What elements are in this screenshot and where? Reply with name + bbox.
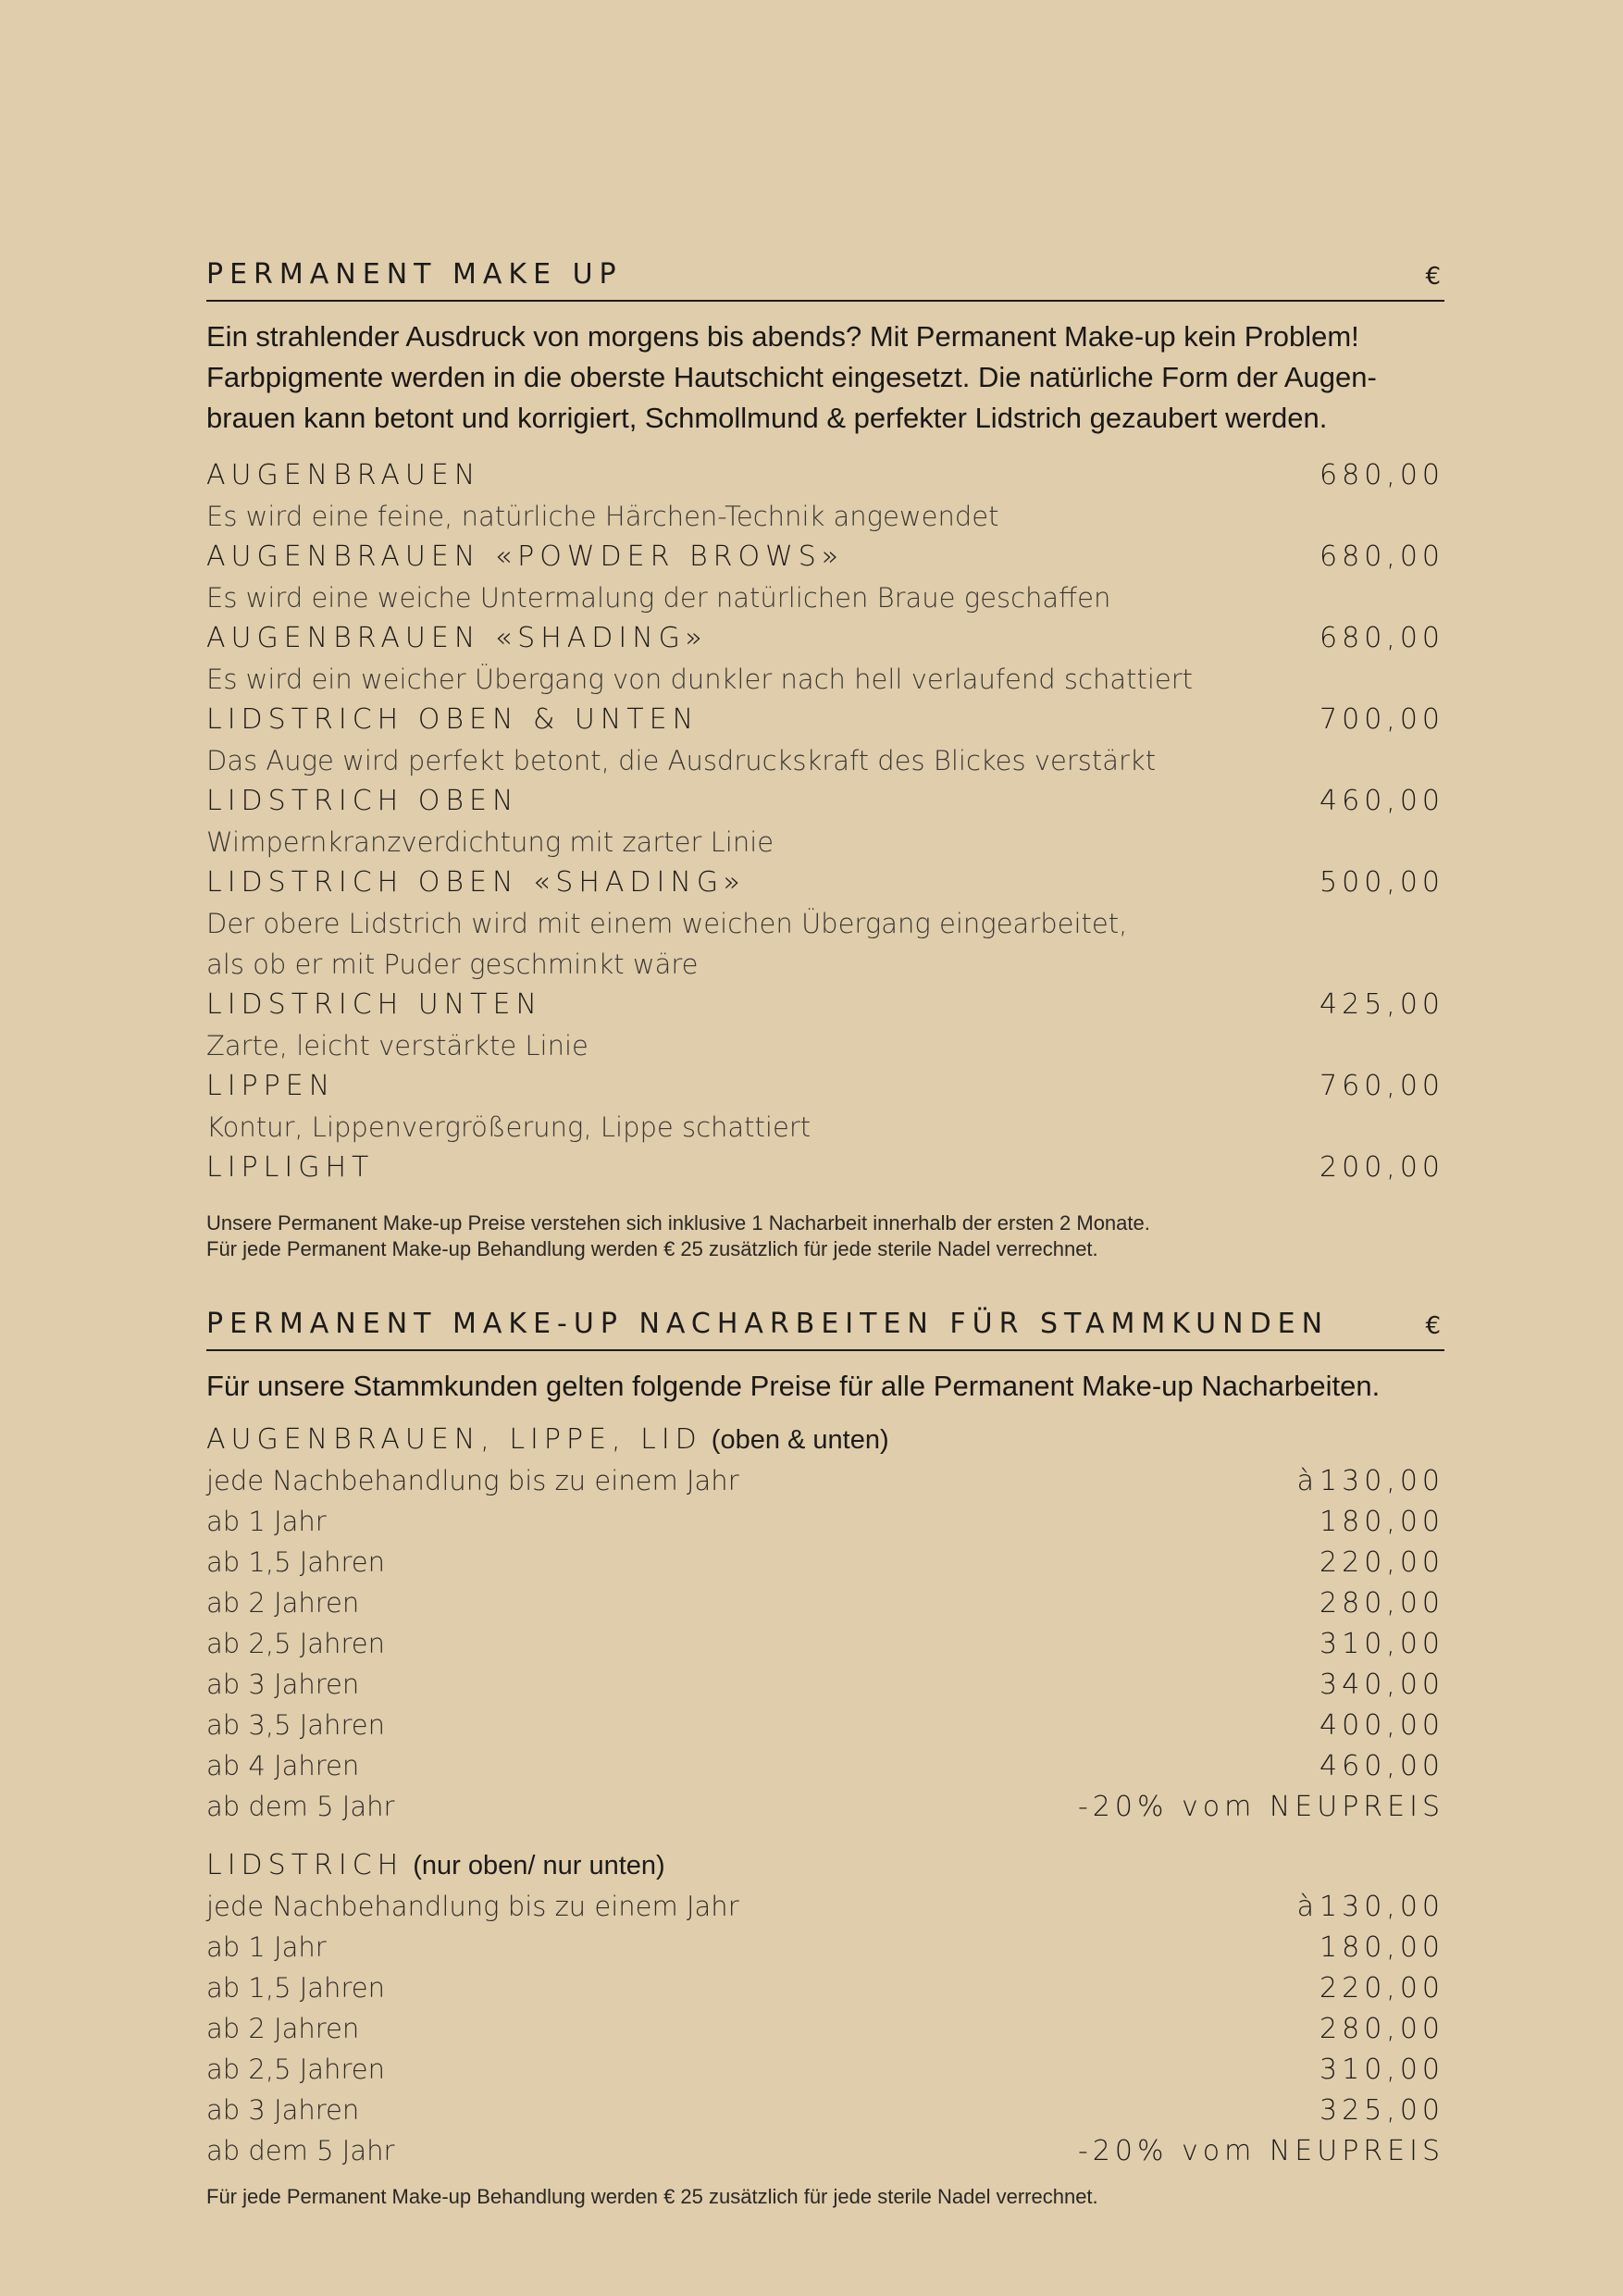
service-price: 760,00 xyxy=(1319,1070,1444,1102)
row-price: 460,00 xyxy=(1319,1750,1444,1782)
service-list xyxy=(206,455,1444,1188)
price-row xyxy=(206,1927,1444,1967)
service-price: 680,00 xyxy=(1319,540,1444,573)
group-note: (nur oben/ nur unten) xyxy=(413,1851,665,1880)
price-row xyxy=(206,1582,1444,1623)
service-name: LIDSTRICH UNTEN xyxy=(206,988,542,1021)
service-price: 200,00 xyxy=(1319,1151,1444,1184)
footnotes xyxy=(206,1210,1444,1262)
service-name: LIDSTRICH OBEN «SHADING» xyxy=(206,866,746,899)
currency-label: € xyxy=(1425,1312,1441,1340)
price-row xyxy=(206,1542,1444,1582)
currency-label: € xyxy=(1425,263,1441,291)
footnote-inclusive: Unsere Permanent Make-up Preise verstehen sich inklusive 1 Nacharbeit innerhalb der ersten 2 Monate. xyxy=(206,1211,1150,1235)
service-row xyxy=(206,455,1444,496)
price-value: 130,00 xyxy=(1319,1891,1444,1923)
price-row xyxy=(206,2090,1444,2130)
row-label: ab 1,5 Jahren xyxy=(206,1972,385,2004)
row-label: jede Nachbehandlung bis zu einem Jahr xyxy=(206,1465,739,1496)
service-description: Es wird eine feine, natürliche Härchen-Technik angewendet xyxy=(206,501,999,532)
row-label: ab 3 Jahren xyxy=(206,1669,360,1700)
price-row xyxy=(206,1501,1444,1542)
service-price: 425,00 xyxy=(1319,988,1444,1021)
service-description-continued: als ob er mit Puder geschminkt wäre xyxy=(206,949,699,980)
row-price: 180,00 xyxy=(1319,1506,1444,1538)
section-intro: Für unsere Stammkunden gelten folgende Preise für alle Permanent Make-up Nacharbeiten. xyxy=(206,1370,1381,1402)
row-price xyxy=(1297,1461,1444,1502)
group-lidstrich xyxy=(206,1845,1444,2171)
row-label: ab 2 Jahren xyxy=(206,1587,360,1619)
row-price: 340,00 xyxy=(1319,1669,1444,1701)
price-row xyxy=(206,2008,1444,2049)
group-header xyxy=(206,1420,1444,1460)
row-label: ab 3,5 Jahren xyxy=(206,1709,385,1741)
row-label: ab 1 Jahr xyxy=(206,1506,327,1537)
service-row xyxy=(206,618,1444,659)
price-row xyxy=(206,2049,1444,2090)
service-price: 500,00 xyxy=(1319,866,1444,899)
service-description: Es wird eine weiche Untermalung der natürlichen Braue geschaffen xyxy=(206,582,1111,614)
service-name: AUGENBRAUEN «POWDER BROWS» xyxy=(206,540,845,573)
row-label: ab 1,5 Jahren xyxy=(206,1546,385,1578)
service-description: Das Auge wird perfekt betont, die Ausdruckskraft des Blickes verstärkt xyxy=(206,745,1157,776)
row-price: 325,00 xyxy=(1319,2094,1444,2127)
row-label: ab 4 Jahren xyxy=(206,1750,360,1781)
service-price: 680,00 xyxy=(1319,622,1444,654)
row-price: 310,00 xyxy=(1319,1628,1444,1660)
service-price: 460,00 xyxy=(1319,785,1444,817)
row-price xyxy=(1297,1887,1444,1928)
row-label: ab 2,5 Jahren xyxy=(206,1628,385,1659)
row-price: 180,00 xyxy=(1319,1931,1444,1964)
service-description: Es wird ein weicher Übergang von dunkler nach hell verlaufend schattiert xyxy=(206,664,1194,695)
service-row xyxy=(206,985,1444,1025)
row-label: ab 2,5 Jahren xyxy=(206,2054,385,2085)
service-row xyxy=(206,781,1444,822)
price-prefix: à xyxy=(1296,1465,1315,1497)
section-title: PERMANENT MAKE-UP NACHARBEITEN FÜR STAMMKUNDEN xyxy=(206,1308,1330,1340)
price-row xyxy=(206,2130,1444,2171)
section-header-permanent-make-up xyxy=(206,258,1444,302)
group-header xyxy=(206,1845,1444,1886)
group-augenbrauen-lippe-lid xyxy=(206,1420,1444,1827)
row-label: jede Nachbehandlung bis zu einem Jahr xyxy=(206,1891,739,1922)
footnote-needle: Für jede Permanent Make-up Behandlung werden € 25 zusätzlich für jede sterile Nadel verrechnet. xyxy=(206,2185,1098,2208)
service-name: LIPLIGHT xyxy=(206,1151,375,1184)
price-row xyxy=(206,1664,1444,1705)
price-row xyxy=(206,1623,1444,1664)
service-row xyxy=(206,700,1444,740)
price-row xyxy=(206,1705,1444,1745)
service-description: Kontur, Lippenvergrößerung, Lippe schattiert xyxy=(206,1111,812,1143)
price-row xyxy=(206,1460,1444,1501)
service-row xyxy=(206,537,1444,577)
row-price: 310,00 xyxy=(1319,2054,1444,2086)
service-description: Wimpernkranzverdichtung mit zarter Linie xyxy=(206,826,774,858)
price-prefix: à xyxy=(1296,1891,1315,1923)
row-price: 400,00 xyxy=(1319,1709,1444,1742)
group-name: LIDSTRICH xyxy=(206,1849,404,1881)
price-row xyxy=(206,1786,1444,1827)
price-row xyxy=(206,1745,1444,1786)
service-row xyxy=(206,1148,1444,1188)
service-row xyxy=(206,1066,1444,1107)
price-value: 130,00 xyxy=(1319,1465,1444,1497)
row-price: 280,00 xyxy=(1319,1587,1444,1620)
service-name: LIDSTRICH OBEN & UNTEN xyxy=(206,703,700,736)
footnote-needle: Für jede Permanent Make-up Behandlung werden € 25 zusätzlich für jede sterile Nadel verrechnet. xyxy=(206,1237,1098,1260)
service-name: AUGENBRAUEN xyxy=(206,459,481,491)
row-price: 280,00 xyxy=(1319,2013,1444,2045)
row-label: ab dem 5 Jahr xyxy=(206,2135,395,2166)
row-label: ab 1 Jahr xyxy=(206,1931,327,1963)
group-name: AUGENBRAUEN, LIPPE, LID xyxy=(206,1423,702,1456)
service-description: Zarte, leicht verstärkte Linie xyxy=(206,1030,588,1061)
service-price: 680,00 xyxy=(1319,459,1444,491)
price-row xyxy=(206,1886,1444,1927)
row-label: ab 3 Jahren xyxy=(206,2094,360,2126)
row-price: -20% vom NEUPREIS xyxy=(1077,2135,1444,2167)
row-price: -20% vom NEUPREIS xyxy=(1077,1791,1444,1823)
section-header-nacharbeiten xyxy=(206,1310,1444,1351)
service-price: 700,00 xyxy=(1319,703,1444,736)
service-name: AUGENBRAUEN «SHADING» xyxy=(206,622,708,654)
service-name: LIDSTRICH OBEN xyxy=(206,785,519,817)
service-name: LIPPEN xyxy=(206,1070,336,1102)
section-nacharbeiten xyxy=(206,1310,1444,2210)
service-description: Der obere Lidstrich wird mit einem weichen Übergang eingearbeitet, xyxy=(206,908,1128,939)
content xyxy=(206,258,1444,2210)
section-title: PERMANENT MAKE UP xyxy=(206,258,623,291)
section-intro: Ein strahlender Ausdruck von morgens bis abends? Mit Permanent Make-up kein Problem! Farbpigmente werden in die oberste Hautschicht eingesetzt. Die natürliche Form der Augen-brauen kann betont und korrigiert, Schmollmund & perfekter Lidstrich gezaubert werden. xyxy=(206,320,1377,434)
row-label: ab 2 Jahren xyxy=(206,2013,360,2044)
row-label: ab dem 5 Jahr xyxy=(206,1791,395,1822)
service-row xyxy=(206,863,1444,903)
row-price: 220,00 xyxy=(1319,1546,1444,1579)
row-price: 220,00 xyxy=(1319,1972,1444,2004)
price-row xyxy=(206,1967,1444,2008)
group-note: (oben & unten) xyxy=(711,1425,889,1455)
